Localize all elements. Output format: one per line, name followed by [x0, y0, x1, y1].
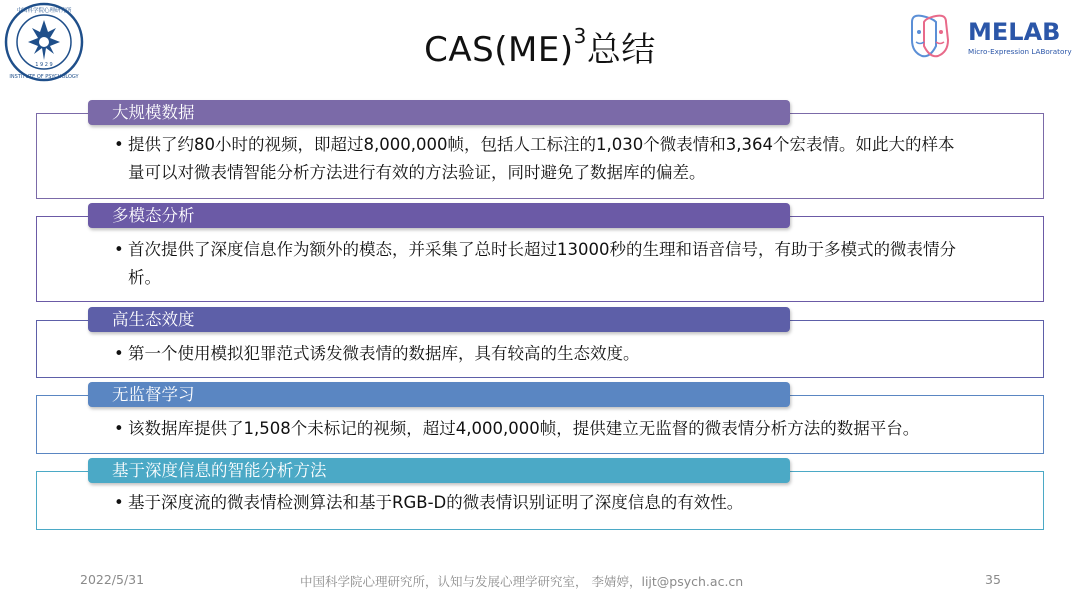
bullet-item: [114, 236, 964, 292]
bullet-text: 基于深度流的微表情检测算法和基于RGB-D的微表情识别证明了深度信息的有效性。: [128, 493, 744, 512]
title-prefix: CAS(ME): [424, 30, 574, 70]
bullet-item: [114, 340, 964, 368]
page-number: 35: [985, 572, 1001, 587]
bullet-dot: •: [114, 419, 124, 438]
svg-text:1 9 2 9: 1 9 2 9: [35, 62, 53, 68]
bullet-text: 第一个使用模拟犯罪范式诱发微表情的数据库，具有较高的生态效度。: [128, 344, 640, 363]
melab-wordmark: MELAB: [968, 18, 1061, 46]
section-heading: 大规模数据: [88, 100, 790, 125]
bullet-text: 提供了约80小时的视频，即超过8,000,000帧，包括人工标注的1,030个微表情和3,364个宏表情。如此大的样本量可以对微表情智能分析方法进行有效的方法验证，同时避免了数据库的偏差。: [128, 135, 955, 182]
section-heading: 多模态分析: [88, 203, 790, 228]
section-heading: 无监督学习: [88, 382, 790, 407]
section-heading: 高生态效度: [88, 307, 790, 332]
bullet-dot: •: [114, 240, 124, 259]
bullet-dot: •: [114, 493, 124, 512]
section-heading: 基于深度信息的智能分析方法: [88, 458, 790, 483]
bullet-dot: •: [114, 344, 124, 363]
bullet-dot: •: [114, 135, 124, 154]
footer-date: 2022/5/31: [80, 572, 145, 587]
bullet-item: [114, 415, 964, 443]
bullet-item: [114, 489, 964, 517]
bullet-item: [114, 131, 964, 187]
title-superscript: 3: [573, 23, 587, 48]
bullet-text: 首次提供了深度信息作为额外的模态，并采集了总时长超过13000秒的生理和语音信号，有助于多模式的微表情分析。: [128, 240, 956, 287]
melab-subtitle: Micro-Expression LABoratory: [968, 47, 1072, 56]
seal-ring-text: 中国科学院心理研究所: [16, 8, 72, 14]
title-suffix: 总结: [586, 30, 656, 70]
melab-logo: [906, 10, 1078, 66]
svg-text:INSTITUTE OF PSYCHOLOGY: INSTITUTE OF PSYCHOLOGY: [9, 74, 79, 80]
bullet-text: 该数据库提供了1,508个未标记的视频，超过4,000,000帧，提供建立无监督的微表情分析方法的数据平台。: [128, 419, 920, 438]
footer-affiliation: 中国科学院心理研究所，认知与发展心理学研究室， 李婧婷，lijt@psych.ac.cn: [300, 574, 744, 589]
